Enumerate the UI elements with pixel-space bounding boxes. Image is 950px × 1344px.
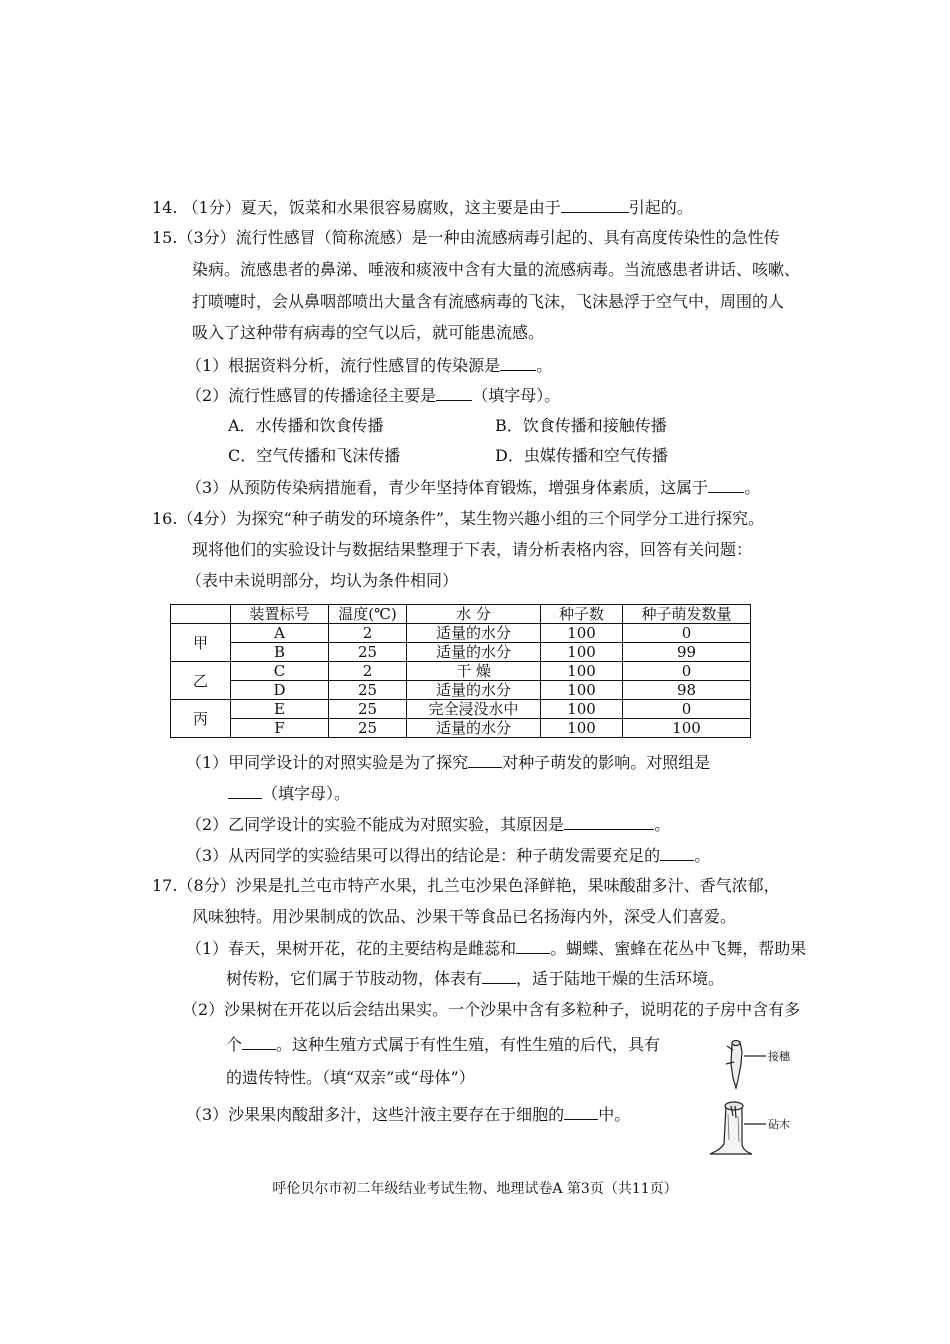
q16-number: 16. bbox=[152, 509, 178, 528]
q15-p3-blank[interactable] bbox=[708, 477, 744, 493]
q14-line bbox=[152, 197, 693, 218]
table-cell: 100 bbox=[623, 719, 751, 738]
q15-stem-line-1: 15.（3分）流行性感冒（简称流感）是一种由流感病毒引起的、具有高度传染性的急性传 bbox=[152, 228, 780, 247]
q17-part-3: （3）沙果果肉酸甜多汁，这些汁液主要存在于细胞的 中。 bbox=[186, 1105, 631, 1124]
table-header-cell: 水 分 bbox=[407, 605, 541, 624]
table-row bbox=[171, 719, 751, 738]
table-header-row bbox=[171, 605, 751, 624]
table-header-cell: 温度(℃) bbox=[329, 605, 407, 624]
table-cell: 98 bbox=[623, 681, 751, 700]
table-cell: 适量的水分 bbox=[407, 719, 541, 738]
table-cell: 适量的水分 bbox=[407, 624, 541, 643]
table-header-cell bbox=[171, 605, 231, 624]
table-cell: 适量的水分 bbox=[407, 681, 541, 700]
q16-part-1: （1）甲同学设计的对照实验是为了探究 对种子萌发的影响。对照组是 bbox=[186, 753, 711, 772]
q17-part-1-cont: 树传粉，它们属于节肢动物，体表有 ，适于陆地干燥的生活环境。 bbox=[226, 969, 725, 988]
q16-stem-line-2: 现将他们的实验设计与数据结果整理于下表，请分析表格内容，回答有关问题： bbox=[192, 540, 753, 559]
table-row bbox=[171, 662, 751, 681]
q17-part-1: （1）春天，果树开花，花的主要结构是雌蕊和 。蝴蝶、蜜蜂在花丛中飞舞，帮助果 bbox=[186, 939, 807, 958]
q15-stem-line-2: 染病。流感患者的鼻涕、唾液和痰液中含有大量的流感病毒。当流感患者讲话、咳嗽、 bbox=[192, 260, 801, 279]
q15-part-1: （1）根据资料分析，流行性感冒的传染源是 。 bbox=[186, 356, 553, 375]
table-cell: 100 bbox=[541, 662, 623, 681]
table-cell: 100 bbox=[541, 681, 623, 700]
q17-p1-blank-2[interactable] bbox=[482, 968, 516, 984]
table-cell: 25 bbox=[329, 700, 407, 719]
q16-p1-blank-2[interactable] bbox=[228, 783, 262, 799]
group-cell-bing: 丙 bbox=[171, 700, 231, 738]
table-cell: 99 bbox=[623, 643, 751, 662]
q15-stem-line-3: 打喷嚏时，会从鼻咽部喷出大量含有流感病毒的飞沫，飞沫悬浮于空气中，周围的人 bbox=[192, 292, 785, 311]
q16-p2-blank[interactable] bbox=[564, 814, 654, 830]
group-cell-yi: 乙 bbox=[171, 662, 231, 700]
q16-p3-blank[interactable] bbox=[660, 845, 694, 861]
q16-stem-line-1: 16.（4分）为探究“种子萌发的环境条件”，某生物兴趣小组的三个同学分工进行探究。 bbox=[152, 509, 764, 528]
table-row bbox=[171, 700, 751, 719]
q17-part-2-cont: 个 。这种生殖方式属于有性生殖，有性生殖的后代，具有 bbox=[226, 1035, 661, 1054]
grafting-illustration bbox=[700, 1034, 800, 1160]
q17-stem-line-1: 17.（8分）沙果是扎兰屯市特产水果，扎兰屯沙果色泽鲜艳，果味酸甜多汁、香气浓郁， bbox=[152, 876, 780, 895]
table-cell: 适量的水分 bbox=[407, 643, 541, 662]
q15-option-c: C．空气传播和飞沫传播 bbox=[228, 446, 401, 465]
q17-part-2: （2）沙果树在开花以后会结出果实。一个沙果中含有多粒种子，说明花的子房中含有多 bbox=[182, 1000, 801, 1019]
q14-number: 14. bbox=[152, 198, 178, 217]
q17-number: 17. bbox=[152, 876, 178, 895]
table-cell: C bbox=[231, 662, 329, 681]
table-row bbox=[171, 681, 751, 700]
table-cell: 100 bbox=[541, 700, 623, 719]
q15-part-3: （3）从预防传染病措施看，青少年坚持体育锻炼，增强身体素质，这属于 。 bbox=[186, 478, 761, 497]
table-cell: 25 bbox=[329, 719, 407, 738]
group-cell-jia: 甲 bbox=[171, 624, 231, 662]
q14-text-a: （1分）夏天，饭菜和水果很容易腐败，这主要是由于 bbox=[182, 198, 561, 217]
table-cell: 完全浸没水中 bbox=[407, 700, 541, 719]
q15-p2-blank[interactable] bbox=[436, 385, 472, 401]
table-cell: D bbox=[231, 681, 329, 700]
q15-part-2: （2）流行性感冒的传播途径主要是 （填字母）。 bbox=[186, 386, 561, 405]
q15-number: 15. bbox=[152, 228, 178, 247]
table-cell: 0 bbox=[623, 700, 751, 719]
table-row bbox=[171, 643, 751, 662]
table-row bbox=[171, 624, 751, 643]
q17-part-2-cont-2: 的遗传特性。（填“双亲”或“母体”） bbox=[226, 1068, 475, 1087]
page-footer: 呼伦贝尔市初二年级结业考试生物、地理试卷A 第3页（共11页） bbox=[272, 1181, 678, 1197]
table-cell: 100 bbox=[541, 624, 623, 643]
q15-p1-blank[interactable] bbox=[500, 355, 536, 371]
q16-part-2: （2）乙同学设计的实验不能成为对照实验，其原因是 。 bbox=[186, 815, 671, 834]
q15-option-d: D．虫媒传播和空气传播 bbox=[495, 446, 668, 465]
grafting-figure bbox=[700, 1034, 800, 1160]
q15-stem-line-4: 吸入了这种带有病毒的空气以后，就可能患流感。 bbox=[192, 323, 545, 342]
q17-stem-line-2: 风味独特。用沙果制成的饮品、沙果干等食品已名扬海内外，深受人们喜爱。 bbox=[192, 907, 737, 926]
q15-option-b: B．饮食传播和接触传播 bbox=[495, 416, 667, 435]
table-cell: F bbox=[231, 719, 329, 738]
q14-answer-blank[interactable] bbox=[561, 197, 629, 213]
table-cell: 100 bbox=[541, 643, 623, 662]
table-cell: B bbox=[231, 643, 329, 662]
table-cell: 100 bbox=[541, 719, 623, 738]
q16-p1-blank-1[interactable] bbox=[468, 752, 502, 768]
q15-option-a: A．水传播和饮食传播 bbox=[228, 416, 384, 435]
q16-stem-line-3: （表中未说明部分，均认为条件相同） bbox=[186, 571, 459, 590]
table-cell: 25 bbox=[329, 681, 407, 700]
experiment-table bbox=[170, 604, 751, 738]
table-cell: 2 bbox=[329, 624, 407, 643]
q14-text-b: 引起的。 bbox=[628, 198, 693, 217]
q17-p2-blank-1[interactable] bbox=[242, 1034, 276, 1050]
table-cell: 0 bbox=[623, 662, 751, 681]
table-cell: E bbox=[231, 700, 329, 719]
q17-p3-blank[interactable] bbox=[564, 1104, 598, 1120]
table-cell: 2 bbox=[329, 662, 407, 681]
table-cell: 25 bbox=[329, 643, 407, 662]
q17-p1-blank-1[interactable] bbox=[516, 938, 550, 954]
label-stock: 砧木 bbox=[768, 1118, 790, 1131]
q16-part-3: （3）从丙同学的实验结果可以得出的结论是：种子萌发需要充足的 。 bbox=[186, 846, 711, 865]
table-header-cell: 种子萌发数量 bbox=[623, 605, 751, 624]
table-cell: 干 燥 bbox=[407, 662, 541, 681]
q16-part-1-cont: （填字母）。 bbox=[228, 783, 350, 804]
table-cell: 0 bbox=[623, 624, 751, 643]
table-header-cell: 种子数 bbox=[541, 605, 623, 624]
table-header-cell: 装置标号 bbox=[231, 605, 329, 624]
table-cell: A bbox=[231, 624, 329, 643]
label-scion: 接穗 bbox=[768, 1050, 790, 1063]
